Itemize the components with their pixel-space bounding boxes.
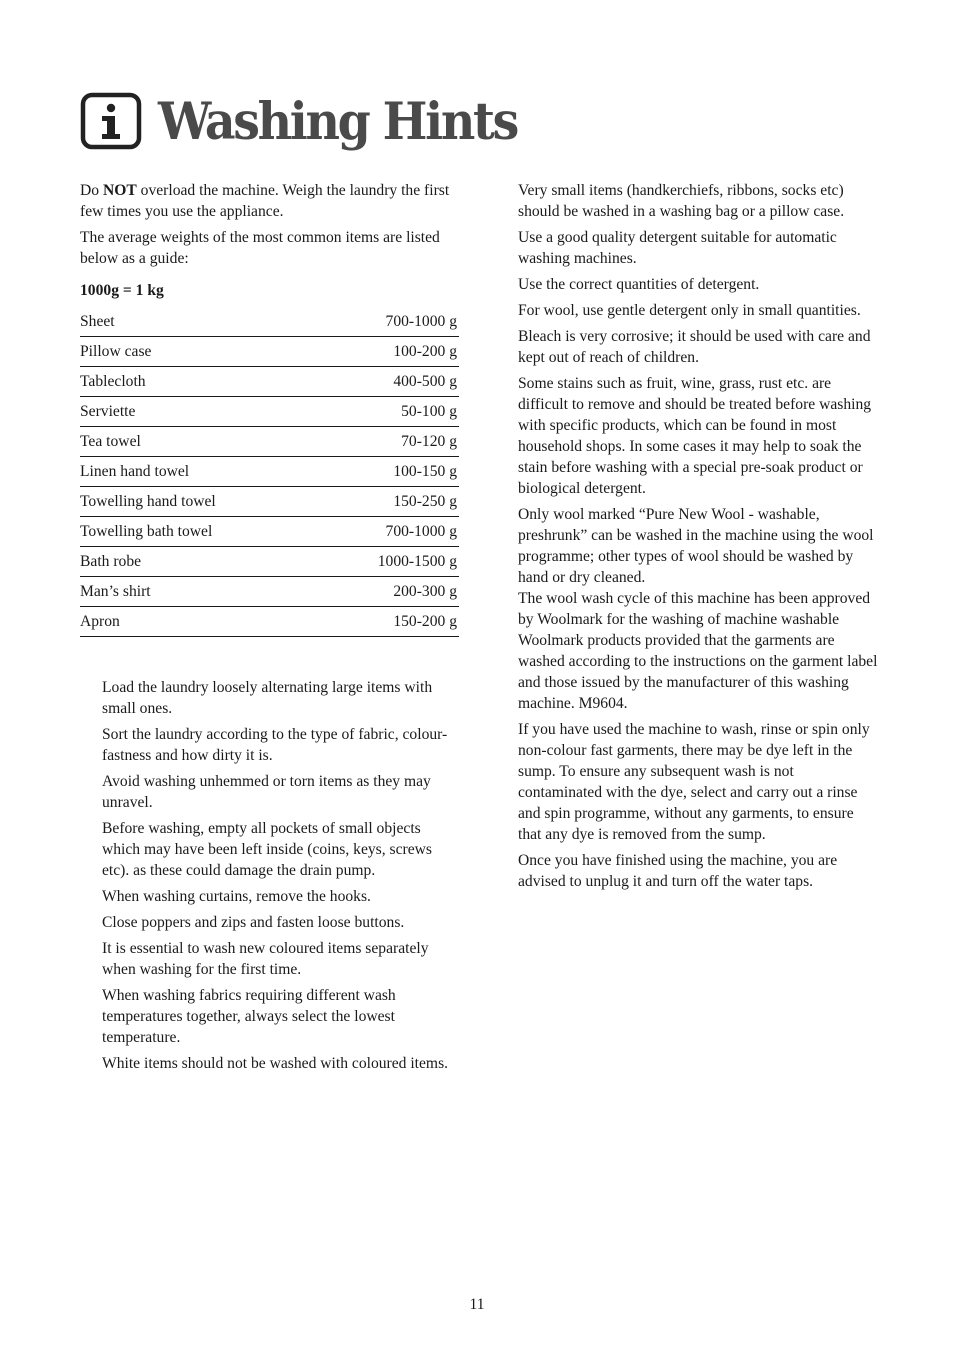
table-row <box>80 397 459 427</box>
item-name: Towelling hand towel <box>80 487 317 517</box>
table-row <box>80 337 459 367</box>
page-number: 11 <box>469 1296 485 1313</box>
item-name: Serviette <box>80 397 317 427</box>
item-weight: 150-200 g <box>317 607 459 637</box>
tip-item: When washing fabrics requiring different wash temperatures together, always select the lowest temperature. <box>102 987 396 1046</box>
item-weight: 700-1000 g <box>317 517 459 547</box>
table-row <box>80 547 459 577</box>
weights-table <box>80 307 459 637</box>
tip-item: Before washing, empty all pockets of small objects which may have been left inside (coins, keys, screws etc). as these could damage the drain pump. <box>102 820 432 879</box>
table-row <box>80 457 459 487</box>
hint-paragraph: The wool wash cycle of this machine has been approved by Woolmark for the washing of machine washable Woolmark products provided that the garments are washed according to the instructions on the garment label and those issued by the manufacturer of this washing machine. M9604. <box>518 590 878 712</box>
table-row <box>80 607 459 637</box>
page-header <box>80 86 544 158</box>
item-name: Sheet <box>80 307 317 337</box>
info-icon <box>80 91 142 153</box>
item-weight: 400-500 g <box>317 367 459 397</box>
tip-item: Load the laundry loosely alternating large items with small ones. <box>102 679 433 717</box>
page-title: Washing Hints <box>158 91 517 152</box>
hint-paragraph: Some stains such as fruit, wine, grass, rust etc. are difficult to remove and should be treated before washing with specific products, which can be found in most household shops. In some cases it may help to soak the stain before washing with a special pre-soak product or biological detergent. <box>518 375 872 497</box>
item-weight: 1000-1500 g <box>317 547 459 577</box>
item-weight: 200-300 g <box>317 577 459 607</box>
hint-paragraph: If you have used the machine to wash, rinse or spin only non-colour fast garments, there may be dye left in the sump. To ensure any subsequent wash is not contaminated with the dye, select and carry out a rinse and spin programme, without any garments, to ensure that any dye is removed from the sump. <box>518 721 870 843</box>
intro-paragraph-2: The average weights of the most common items are listed below as a guide: <box>80 229 440 267</box>
tip-item: Close poppers and zips and fasten loose buttons. <box>102 914 405 931</box>
item-name: Apron <box>80 607 317 637</box>
table-row <box>80 367 459 397</box>
hint-paragraph: For wool, use gentle detergent only in small quantities. <box>518 302 861 319</box>
tips-list <box>80 677 460 1074</box>
hint-paragraph: Use a good quality detergent suitable for automatic washing machines. <box>518 229 837 267</box>
item-name: Man’s shirt <box>80 577 317 607</box>
table-row <box>80 487 459 517</box>
item-name: Tablecloth <box>80 367 317 397</box>
tip-item: Sort the laundry according to the type of fabric, colour-fastness and how dirty it is. <box>102 726 448 764</box>
item-name: Linen hand towel <box>80 457 317 487</box>
item-name: Towelling bath towel <box>80 517 317 547</box>
unit-note: 1000g = 1 kg <box>80 282 164 299</box>
table-row <box>80 517 459 547</box>
hint-paragraph: Only wool marked “Pure New Wool - washable, preshrunk” can be washed in the machine using the wool programme; other types of wool should be washed by hand or dry cleaned. <box>518 506 874 586</box>
tip-item: It is essential to wash new coloured items separately when washing for the first time. <box>102 940 429 978</box>
item-name: Tea towel <box>80 427 317 457</box>
right-column <box>518 180 880 897</box>
left-column <box>80 180 460 1079</box>
intro-paragraph: Do NOT overload the machine. Weigh the laundry the first few times you use the appliance. <box>80 182 450 220</box>
hint-paragraph: Once you have finished using the machine, you are advised to unplug it and turn off the water taps. <box>518 852 838 890</box>
table-row <box>80 427 459 457</box>
table-row <box>80 577 459 607</box>
item-weight: 100-150 g <box>317 457 459 487</box>
tip-item: White items should not be washed with coloured items. <box>102 1055 449 1072</box>
item-weight: 70-120 g <box>317 427 459 457</box>
item-weight: 150-250 g <box>317 487 459 517</box>
item-name: Bath robe <box>80 547 317 577</box>
hint-paragraph: Bleach is very corrosive; it should be used with care and kept out of reach of children. <box>518 328 871 366</box>
table-row <box>80 307 459 337</box>
tip-item: When washing curtains, remove the hooks. <box>102 888 371 905</box>
hint-paragraph: Very small items (handkerchiefs, ribbons, socks etc) should be washed in a washing bag or a pillow case. <box>518 182 845 220</box>
hint-paragraph: Use the correct quantities of detergent. <box>518 276 760 293</box>
item-name: Pillow case <box>80 337 317 367</box>
item-weight: 100-200 g <box>317 337 459 367</box>
tip-item: Avoid washing unhemmed or torn items as they may unravel. <box>102 773 431 811</box>
item-weight: 700-1000 g <box>317 307 459 337</box>
item-weight: 50-100 g <box>317 397 459 427</box>
